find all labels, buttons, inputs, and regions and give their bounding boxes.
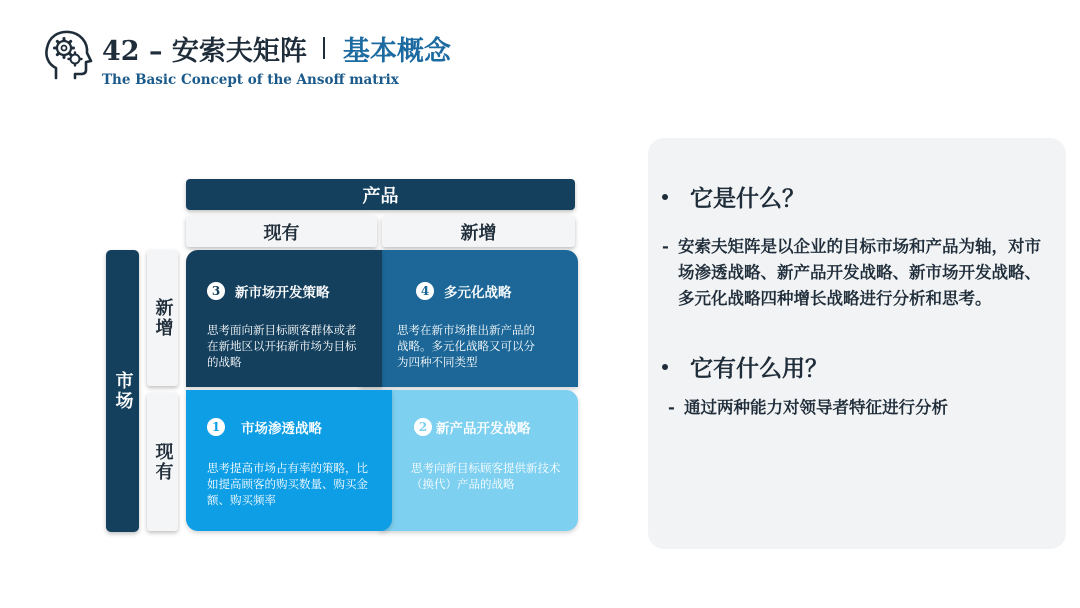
row-header-new-label: 新增 [152,298,174,338]
quadrant-market-penetration [186,390,392,531]
quadrant-title [207,281,330,301]
title-main: 42 – 安索夫矩阵 [102,35,307,67]
head-gear-icon [40,26,96,82]
quadrant-diversification [360,250,578,387]
number-badge: 1 [207,418,225,436]
heading-what-use [662,350,828,383]
product-axis-header: 产品 [186,179,575,210]
row-header-new [147,250,178,386]
quadrant-title [207,417,322,437]
heading-what-is-it-text: 它是什么？ [690,185,805,212]
quadrant-product-development [380,390,578,531]
bullet-dot-icon [662,364,668,370]
col-header-existing: 现有 [186,216,377,247]
page-subtitle: The Basic Concept of the Ansoff matrix [102,72,399,88]
market-axis-label: 市场 [112,371,134,411]
bullet-dot-icon [662,194,668,200]
number-badge: 2 [414,418,432,436]
title-divider [323,37,325,59]
page-title [102,28,451,68]
quadrant-title-text: 新产品开发战略 [436,421,531,437]
quadrant-description: 思考在新市场推出新产品的战略。多元化战略又可以分为四种不同类型 [397,323,535,369]
quadrant-title [414,417,531,437]
quadrant-description: 思考提高市场占有率的策略，比如提高顾客的购买数量、购买金额、购买频率 [207,461,368,507]
quadrant-title-text: 多元化战略 [444,285,512,301]
quadrant-title [416,281,512,301]
row-header-existing-label: 现有 [152,442,174,482]
quadrant-market-development [186,250,382,387]
quadrant-description: 思考面向新目标顾客群体或者在新地区以开拓新市场为目标的战略 [207,323,357,369]
info-panel [648,138,1066,549]
number-badge: 4 [416,282,434,300]
heading-what-is-it [662,180,805,213]
quadrant-description: 思考向新目标顾客提供新技术（换代）产品的战略 [411,461,561,491]
heading-what-use-text: 它有什么用？ [690,355,828,382]
title-section: 基本概念 [342,35,451,67]
number-badge: 3 [207,282,225,300]
dash-marker: - [668,398,675,417]
market-axis-header [106,250,139,532]
quadrant-title-text: 新市场开发策略 [235,285,330,301]
row-header-existing [147,393,178,531]
quadrant-title-text: 市场渗透战略 [241,421,322,437]
col-header-new: 新增 [382,216,575,247]
paragraph-definition: 安索夫矩阵是以企业的目标市场和产品为轴，对市场渗透战略、新产品开发战略、新市场开发战略、多元化战略四种增长战略进行分析和思考。 [678,237,1041,308]
dash-marker: - [662,237,669,256]
paragraph-usage: 通过两种能力对领导者特征进行分析 [684,398,948,417]
